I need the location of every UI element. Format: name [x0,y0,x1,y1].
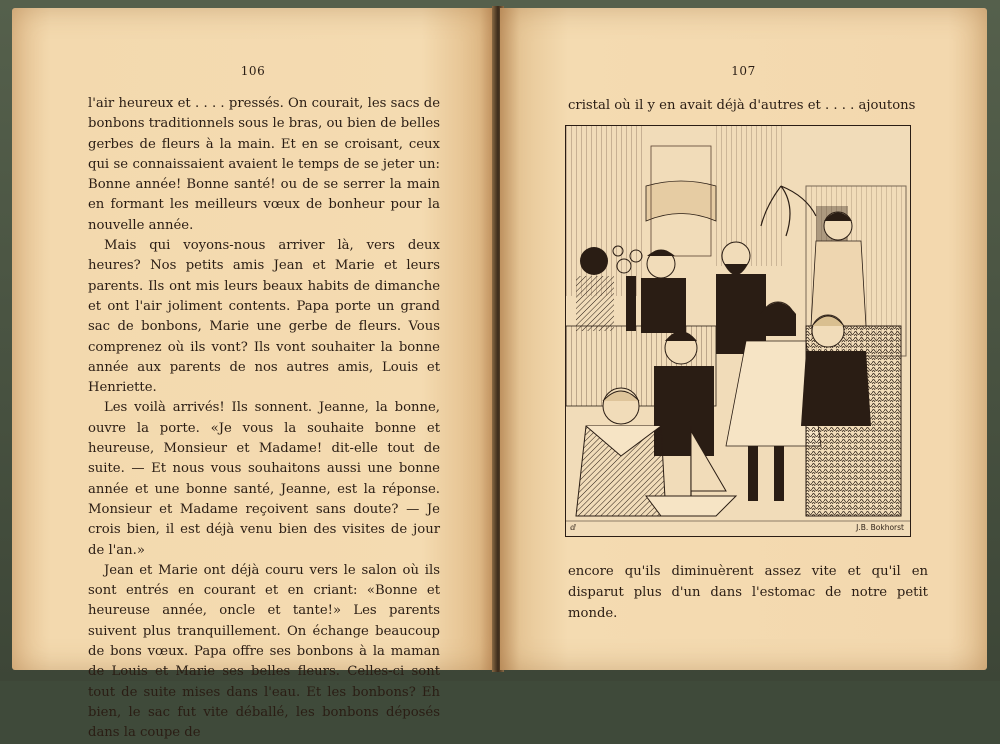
illustration-signature: J.B. Bokhorst [856,523,904,532]
paragraph-1: l'air heureux et . . . . pressés. On courait, les sacs de bonbons traditionnels sous le bras, ou bien de belles gerbes de fleurs à la main. Et en se croisant, ceux qui se connaissaient avaient le temps de se jeter un: Bonne année! Bonne santé! ou de se serrer la main en formant les meilleurs vœux de bonheur pour la nouvelle année. [88,96,440,233]
right-page-bottom-text: encore qu'ils diminuèrent assez vite et qu'il en disparut plus d'un dans l'estomac de notre petit monde. [568,564,928,621]
left-page-number: 106 [240,64,266,78]
paragraph-2: Mais qui voyons-nous arriver là, vers deux heures? Nos petits amis Jean et Marie et leurs parents. Ils ont mis leurs beaux habits de dimanche et ont l'air joliment contents. Papa porte un grand sac de bonbons, Marie une gerbe de fleurs. Vous comprenez où ils vont? Ils vont souhaiter la bonne année aux parents de nos autres amis, Louis et Henriette. [88,238,440,396]
left-page-text [88,94,440,744]
illustration-drawing [566,126,910,536]
right-page-top-text: cristal où il y en avait déjà d'autres et . . . . ajoutons [568,98,916,113]
paragraph-3: Les voilà arrivés! Ils sonnent. Jeanne, la bonne, ouvre la porte. «Je vous la souhaite bonne et heureuse, Monsieur et Madame! dit-elle tout de suite. — Et nous vous souhaitons aussi une bonne année et une bonne santé, Jeanne, est la réponse. Monsieur et Madame reçoivent sans doute? — Je crois bien, il est déjà venu bien des visites de jour de l'an.» [88,400,440,558]
right-page-number: 107 [731,64,756,78]
left-page [12,8,494,741]
right-page [500,8,987,670]
illustration-monogram: ⅆ [570,523,576,532]
engraving-illustration [565,125,911,537]
paragraph-4: Jean et Marie ont déjà couru vers le salon où ils sont entrés en courant et en criant: «Bonne et heureuse année, oncle et tante!» Les parents suivent plus tranquillement. On échange beaucoup de bons vœux. Papa offre ses bonbons à la maman de Louis et Marie ses belles fleurs. Celles-ci sont tout de suite mises dans l'eau. Et les bonbons? Eh bien, le sac fut vite déballé, les bonbons déposés dans la coupe de [88,562,440,741]
